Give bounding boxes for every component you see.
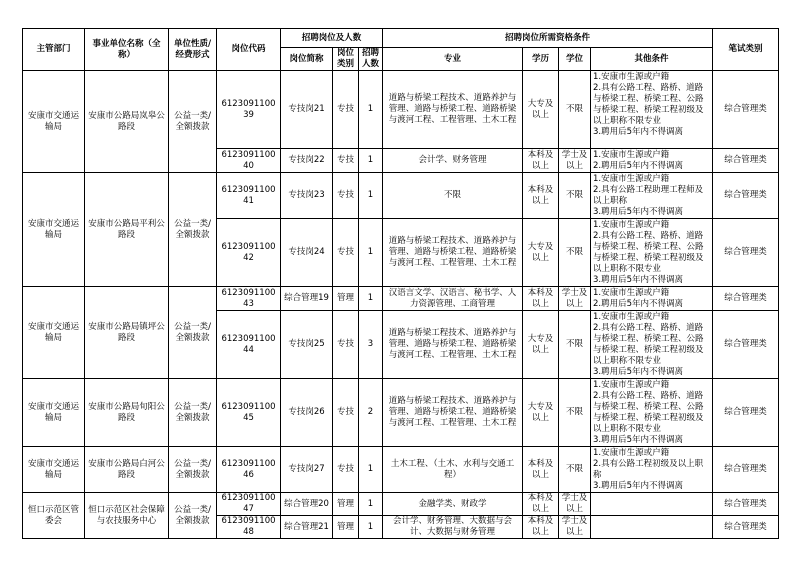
count-cell: 3 <box>359 311 383 379</box>
unit-cell: 安康市公路局岚皋公路段 <box>85 71 169 173</box>
exam-cell: 综合管理类 <box>713 71 779 149</box>
table-row <box>23 173 779 219</box>
condition-line: 3.聘用后5年内不得调离 <box>593 435 684 445</box>
degree-cell: 不限 <box>559 311 591 379</box>
count-cell: 2 <box>359 379 383 447</box>
condition-line: 2.具有公路工程助理工程师及以上职称 <box>593 185 704 206</box>
exam-cell: 综合管理类 <box>713 219 779 287</box>
post-type-cell: 专技 <box>333 311 359 379</box>
condition-line: 1.安康市生源或户籍 <box>593 288 670 298</box>
exam-cell: 综合管理类 <box>713 149 779 173</box>
major-cell: 会计学、财务管理 <box>383 149 523 173</box>
code-cell: 612309110047 <box>217 493 281 516</box>
condition-line: 2.具有公路工程、路桥、道路与桥梁工程、桥梁工程、公路与桥梁工程、桥梁工程初级及以上职称不限专业 <box>593 83 704 126</box>
count-cell: 1 <box>359 447 383 493</box>
edu-cell: 本科及以上 <box>523 149 559 173</box>
header-degree: 学位 <box>559 48 591 71</box>
exam-cell: 综合管理类 <box>713 379 779 447</box>
nature-cell: 公益一类/全额拨款 <box>169 287 217 379</box>
post-name-cell: 专技岗21 <box>281 71 333 149</box>
code-cell: 612309110048 <box>217 516 281 539</box>
post-name-cell: 专技岗25 <box>281 311 333 379</box>
post-type-cell: 专技 <box>333 447 359 493</box>
other-conditions-cell <box>591 173 713 219</box>
code-cell: 612309110046 <box>217 447 281 493</box>
post-name-cell: 综合管理21 <box>281 516 333 539</box>
condition-line: 3.聘用后5年内不得调离 <box>593 275 684 285</box>
count-cell: 1 <box>359 287 383 311</box>
condition-line: 2.具有公路工程、路桥、道路与桥梁工程、桥梁工程、公路与桥梁工程、桥梁工程初级及以上职称不限专业 <box>593 231 704 274</box>
header-major: 专业 <box>383 48 523 71</box>
other-conditions-cell <box>591 287 713 311</box>
post-type-cell: 管理 <box>333 287 359 311</box>
post-type-cell: 专技 <box>333 379 359 447</box>
code-cell: 612309110040 <box>217 149 281 173</box>
count-cell: 1 <box>359 149 383 173</box>
major-cell: 道路与桥梁工程技术、道路养护与管理、道路与桥梁工程、道路桥梁与渡河工程、工程管理、土木工程 <box>383 71 523 149</box>
unit-cell: 安康市公路局镇坪公路段 <box>85 287 169 379</box>
header-count: 招聘人数 <box>359 48 383 71</box>
code-cell: 612309110045 <box>217 379 281 447</box>
count-cell: 1 <box>359 493 383 516</box>
condition-line: 3.聘用后5年内不得调离 <box>593 367 684 377</box>
edu-cell: 本科及以上 <box>523 287 559 311</box>
degree-cell: 不限 <box>559 173 591 219</box>
unit-cell: 安康市公路局白河公路段 <box>85 447 169 493</box>
condition-line: 1.安康市生源或户籍 <box>593 150 670 160</box>
degree-cell: 不限 <box>559 219 591 287</box>
other-conditions-cell <box>591 71 713 149</box>
major-cell: 不限 <box>383 173 523 219</box>
edu-cell: 本科及以上 <box>523 173 559 219</box>
degree-cell: 不限 <box>559 379 591 447</box>
edu-cell: 本科及以上 <box>523 493 559 516</box>
condition-line: 1.安康市生源或户籍 <box>593 448 670 458</box>
post-name-cell: 专技岗23 <box>281 173 333 219</box>
code-cell: 612309110041 <box>217 173 281 219</box>
condition-line: 2.聘用后5年内不得调离 <box>593 161 684 171</box>
header-edu: 学历 <box>523 48 559 71</box>
major-cell: 道路与桥梁工程技术、道路养护与管理、道路与桥梁工程、道路桥梁与渡河工程、工程管理、土木工程 <box>383 379 523 447</box>
post-name-cell: 专技岗22 <box>281 149 333 173</box>
post-type-cell: 专技 <box>333 173 359 219</box>
edu-cell: 大专及以上 <box>523 71 559 149</box>
dept-cell: 安康市交通运输局 <box>23 71 85 173</box>
other-conditions-cell <box>591 379 713 447</box>
unit-cell: 恒口示范区社会保障与农技服务中心 <box>85 493 169 539</box>
header-post-type: 岗位类别 <box>333 48 359 71</box>
other-conditions-cell <box>591 447 713 493</box>
condition-line: 1.安康市生源或户籍 <box>593 312 670 322</box>
condition-line: 2.具有公路工程、路桥、道路与桥梁工程、桥梁工程、公路与桥梁工程、桥梁工程初级及以上职称不限专业 <box>593 391 704 434</box>
condition-line: 3.聘用后5年内不得调离 <box>593 481 684 491</box>
edu-cell: 本科及以上 <box>523 516 559 539</box>
count-cell: 1 <box>359 71 383 149</box>
condition-line: 1.安康市生源或户籍 <box>593 72 670 82</box>
unit-cell: 安康市公路局旬阳公路段 <box>85 379 169 447</box>
edu-cell: 大专及以上 <box>523 219 559 287</box>
degree-cell: 学士及以上 <box>559 493 591 516</box>
exam-cell: 综合管理类 <box>713 516 779 539</box>
major-cell: 道路与桥梁工程技术、道路养护与管理、道路与桥梁工程、道路桥梁与渡河工程、工程管理、土木工程 <box>383 311 523 379</box>
post-type-cell: 专技 <box>333 149 359 173</box>
header-other: 其他条件 <box>591 48 713 71</box>
table-row <box>23 379 779 447</box>
edu-cell: 本科及以上 <box>523 447 559 493</box>
code-cell: 612309110044 <box>217 311 281 379</box>
dept-cell: 安康市交通运输局 <box>23 379 85 447</box>
dept-cell: 恒口示范区管委会 <box>23 493 85 539</box>
condition-line: 2.具有公路工程、路桥、道路与桥梁工程、桥梁工程、公路与桥梁工程、桥梁工程初级及以上职称不限专业 <box>593 323 704 366</box>
post-name-cell: 专技岗27 <box>281 447 333 493</box>
header-dept: 主管部门 <box>23 29 85 71</box>
condition-line: 2.聘用后5年内不得调离 <box>593 299 684 309</box>
header-code: 岗位代码 <box>217 29 281 71</box>
nature-cell: 公益一类/全额拨款 <box>169 447 217 493</box>
exam-cell: 综合管理类 <box>713 287 779 311</box>
major-cell: 会计学、财务管理、大数据与会计、大数据与财务管理 <box>383 516 523 539</box>
unit-cell: 安康市公路局平利公路段 <box>85 173 169 287</box>
degree-cell: 不限 <box>559 71 591 149</box>
edu-cell: 大专及以上 <box>523 311 559 379</box>
post-name-cell: 专技岗24 <box>281 219 333 287</box>
condition-line: 3.聘用后5年内不得调离 <box>593 207 684 217</box>
nature-cell: 公益一类/全额拨款 <box>169 71 217 173</box>
other-conditions-cell <box>591 311 713 379</box>
code-cell: 612309110042 <box>217 219 281 287</box>
degree-cell: 不限 <box>559 447 591 493</box>
header-unit: 事业单位名称（全称） <box>85 29 169 71</box>
post-name-cell: 综合管理20 <box>281 493 333 516</box>
dept-cell: 安康市交通运输局 <box>23 173 85 287</box>
header-post-name: 岗位简称 <box>281 48 333 71</box>
post-type-cell: 专技 <box>333 219 359 287</box>
post-type-cell: 管理 <box>333 493 359 516</box>
nature-cell: 公益一类/全额拨款 <box>169 379 217 447</box>
exam-cell: 综合管理类 <box>713 311 779 379</box>
major-cell: 金融学类、财政学 <box>383 493 523 516</box>
count-cell: 1 <box>359 516 383 539</box>
nature-cell: 公益一类/全额拨款 <box>169 173 217 287</box>
condition-line: 1.安康市生源或户籍 <box>593 380 670 390</box>
major-cell: 道路与桥梁工程技术、道路养护与管理、道路与桥梁工程、道路桥梁与渡河工程、工程管理、土木工程 <box>383 219 523 287</box>
major-cell: 汉语言文学、汉语言、秘书学、人力资源管理、工商管理 <box>383 287 523 311</box>
major-cell: 土木工程、（土木、水利与交通工程） <box>383 447 523 493</box>
degree-cell: 学士及以上 <box>559 287 591 311</box>
code-cell: 612309110039 <box>217 71 281 149</box>
edu-cell: 大专及以上 <box>523 379 559 447</box>
count-cell: 1 <box>359 173 383 219</box>
post-name-cell: 专技岗26 <box>281 379 333 447</box>
header-group-post: 招聘岗位及人数 <box>281 29 383 48</box>
table-row <box>23 493 779 516</box>
exam-cell: 综合管理类 <box>713 447 779 493</box>
other-conditions-cell <box>591 219 713 287</box>
exam-cell: 综合管理类 <box>713 493 779 516</box>
condition-line: 1.安康市生源或户籍 <box>593 174 670 184</box>
other-conditions-cell <box>591 493 713 516</box>
condition-line: 2.具有公路工程初级及以上职称 <box>593 459 704 480</box>
code-cell: 612309110043 <box>217 287 281 311</box>
degree-cell: 学士及以上 <box>559 516 591 539</box>
other-conditions-cell <box>591 516 713 539</box>
table-row <box>23 287 779 311</box>
table-row <box>23 447 779 493</box>
dept-cell: 安康市交通运输局 <box>23 287 85 379</box>
header-nature: 单位性质/经费形式 <box>169 29 217 71</box>
header-exam: 笔试类别 <box>713 29 779 71</box>
nature-cell: 公益一类/全额拨款 <box>169 493 217 539</box>
table-row <box>23 71 779 149</box>
count-cell: 1 <box>359 219 383 287</box>
post-type-cell: 专技 <box>333 71 359 149</box>
exam-cell: 综合管理类 <box>713 173 779 219</box>
other-conditions-cell <box>591 149 713 173</box>
condition-line: 3.聘用后5年内不得调离 <box>593 127 684 137</box>
post-name-cell: 综合管理19 <box>281 287 333 311</box>
header-group-req: 招聘岗位所需资格条件 <box>383 29 713 48</box>
condition-line: 1.安康市生源或户籍 <box>593 220 670 230</box>
dept-cell: 安康市交通运输局 <box>23 447 85 493</box>
recruitment-table <box>22 28 779 539</box>
degree-cell: 学士及以上 <box>559 149 591 173</box>
post-type-cell: 管理 <box>333 516 359 539</box>
